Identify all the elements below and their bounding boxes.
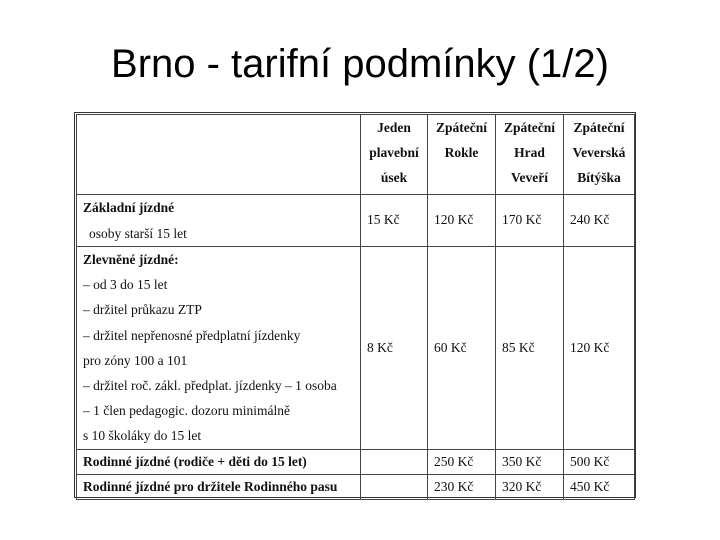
price-cell: 450 Kč — [564, 474, 635, 499]
price-cell: 170 Kč — [496, 195, 564, 247]
price-cell: 230 Kč — [428, 474, 496, 499]
table-row-family-fare — [77, 449, 635, 474]
page-title: Brno - tarifní podmínky (1/2) — [111, 42, 609, 86]
column-header-return-veverska-bityska: Zpáteční Veverská Bítýška — [564, 115, 635, 195]
row-label-basic-fare: Základní jízdné osoby starší 15 let — [77, 195, 361, 247]
row-label-family-fare: Rodinné jízdné (rodiče + děti do 15 let) — [77, 449, 361, 474]
price-cell: 85 Kč — [496, 247, 564, 450]
table-row-reduced-fare — [77, 247, 635, 450]
tariff-table-frame — [74, 112, 636, 498]
row-label-family-pass-fare: Rodinné jízdné pro držitele Rodinného pasu — [77, 474, 361, 499]
tariff-table — [76, 114, 635, 500]
table-header-row — [77, 115, 635, 195]
price-cell: 500 Kč — [564, 449, 635, 474]
column-header-return-hrad-veveri: Zpáteční Hrad Veveří — [496, 115, 564, 195]
price-cell: 320 Kč — [496, 474, 564, 499]
table-row-basic-fare — [77, 195, 635, 247]
price-cell: 120 Kč — [428, 195, 496, 247]
table-row-family-pass-fare — [77, 474, 635, 499]
column-header-return-rokle: Zpáteční Rokle — [428, 115, 496, 195]
price-cell: 60 Kč — [428, 247, 496, 450]
price-cell: 8 Kč — [361, 247, 428, 450]
price-cell — [361, 474, 428, 499]
price-cell: 240 Kč — [564, 195, 635, 247]
price-cell: 350 Kč — [496, 449, 564, 474]
price-cell: 250 Kč — [428, 449, 496, 474]
price-cell — [361, 449, 428, 474]
column-header-single-section: Jeden plavební úsek — [361, 115, 428, 195]
header-empty-cell — [77, 115, 361, 195]
row-label-reduced-fare: Zlevněné jízdné: – od 3 do 15 let – držitel průkazu ZTP – držitel nepřenosné předplatní jízdenky pro zóny 100 a 101 – držitel roč. zákl. předplat. jízdenky – 1 osoba – 1 člen pedagogic. dozoru minimálně s 10 školáky do 15 let — [77, 247, 361, 450]
price-cell: 15 Kč — [361, 195, 428, 247]
price-cell: 120 Kč — [564, 247, 635, 450]
